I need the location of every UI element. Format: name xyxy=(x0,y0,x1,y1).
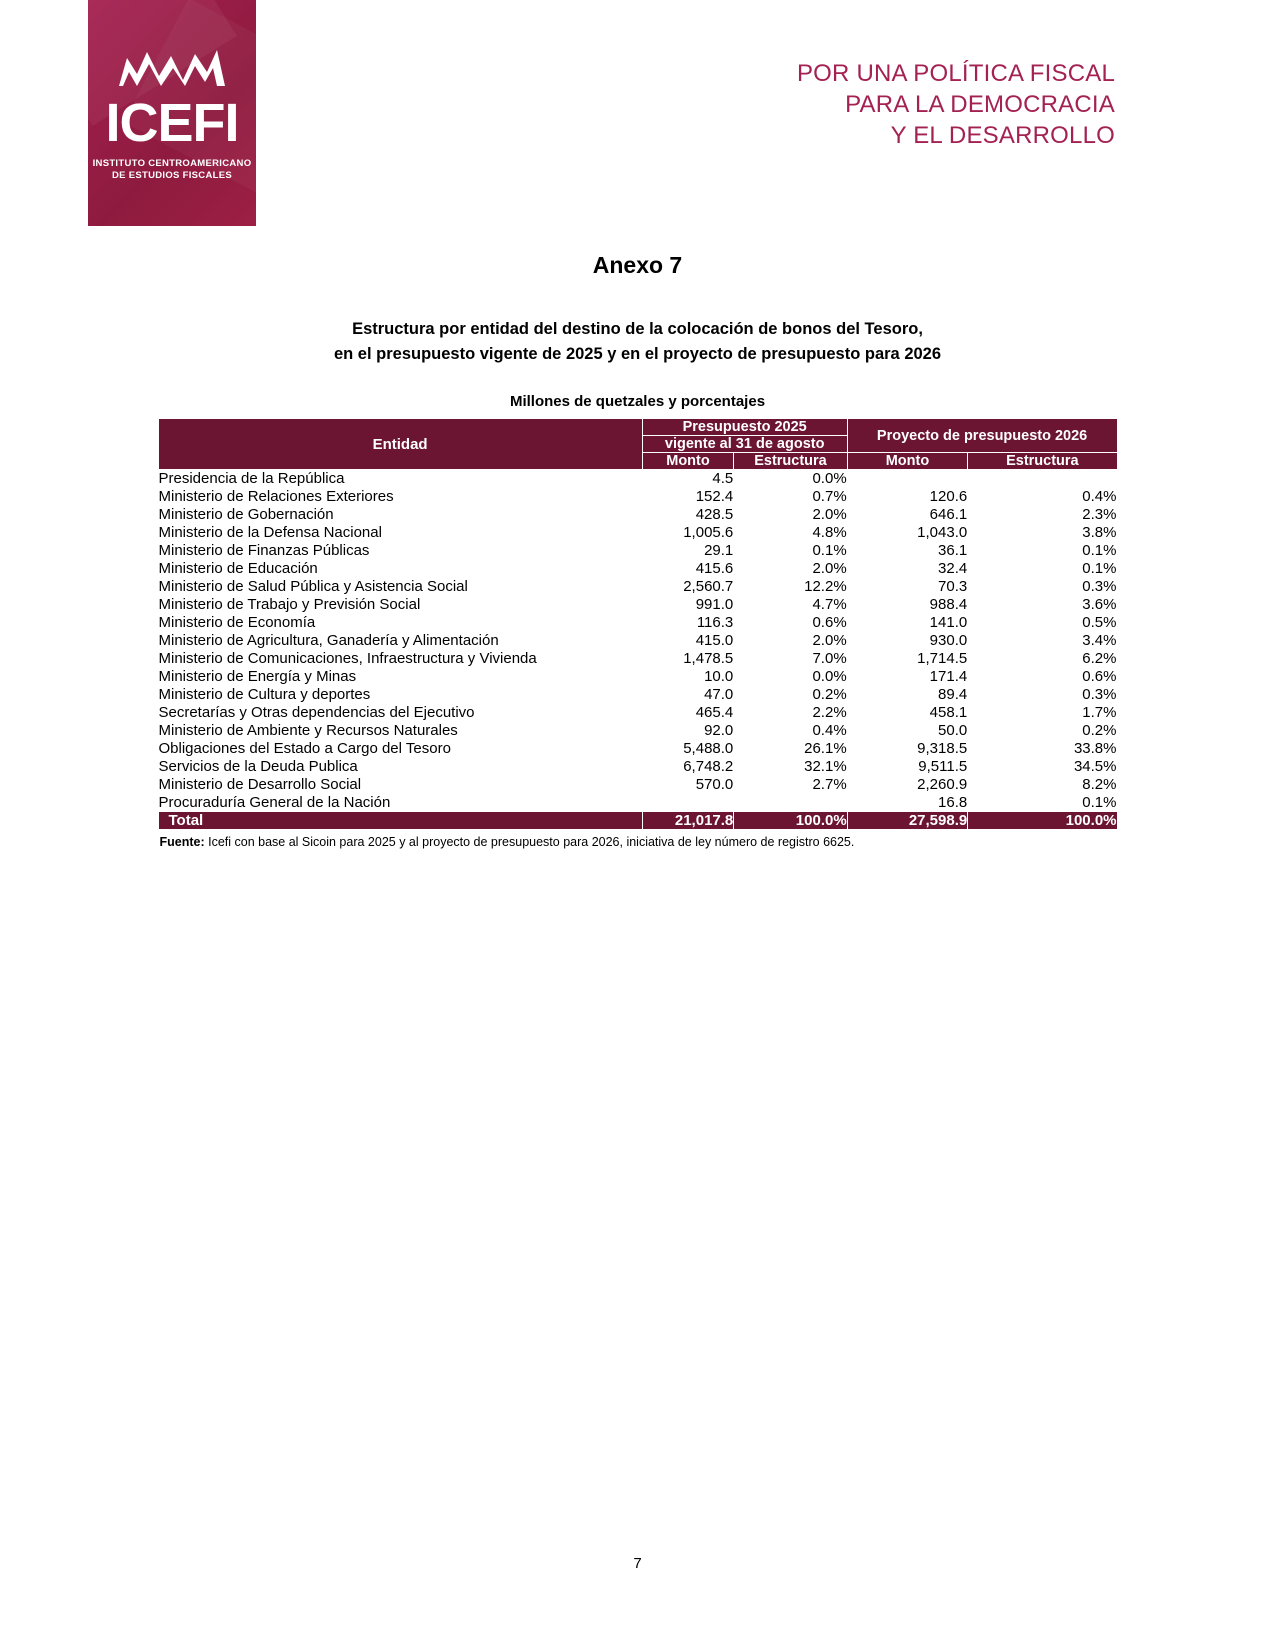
col-group-presupuesto-2025-line1: Presupuesto 2025 xyxy=(642,419,847,436)
cell-monto-2025 xyxy=(642,794,734,812)
cell-estructura-2026: 0.1% xyxy=(968,560,1117,578)
cell-estructura-2025: 2.0% xyxy=(734,632,847,650)
table-row xyxy=(158,488,1117,506)
cell-estructura-2026: 3.4% xyxy=(968,632,1117,650)
cell-estructura-2025: 2.7% xyxy=(734,776,847,794)
cell-entidad: Ministerio de Salud Pública y Asistencia Social xyxy=(158,578,642,596)
cell-monto-2026: 70.3 xyxy=(847,578,968,596)
page-number: 7 xyxy=(633,1555,642,1572)
table-subtitle-line2: en el presupuesto vigente de 2025 y en el proyecto de presupuesto para 2026 xyxy=(333,345,942,363)
cell-monto-2026: 16.8 xyxy=(847,794,968,812)
logo-wordmark: ICEFI xyxy=(105,93,239,153)
cell-estructura-2026: 3.8% xyxy=(968,524,1117,542)
cell-estructura-2025: 0.2% xyxy=(734,686,847,704)
logo-subtitle xyxy=(88,158,256,182)
cell-monto-2026: 32.4 xyxy=(847,560,968,578)
col-header-monto-2026: Monto xyxy=(847,453,968,470)
cell-entidad: Ministerio de Trabajo y Previsión Social xyxy=(158,596,642,614)
zigzag-chart-icon xyxy=(88,46,256,88)
cell-monto-2025: 92.0 xyxy=(642,722,734,740)
table-units-label: Millones de quetzales y porcentajes xyxy=(509,393,766,410)
cell-estructura-2026: 1.7% xyxy=(968,704,1117,722)
slogan-line-3: Y EL DESARROLLO xyxy=(890,122,1115,149)
table-foot xyxy=(158,812,1117,830)
cell-estructura-2025: 0.1% xyxy=(734,542,847,560)
col-header-entidad: Entidad xyxy=(158,419,642,470)
table-row xyxy=(158,740,1117,758)
table-row xyxy=(158,632,1117,650)
cell-estructura-2026: 3.6% xyxy=(968,596,1117,614)
cell-monto-2026: 171.4 xyxy=(847,668,968,686)
cell-estructura-2026: 2.3% xyxy=(968,506,1117,524)
cell-monto-2026: 120.6 xyxy=(847,488,968,506)
col-header-estructura-2026: Estructura xyxy=(968,453,1117,470)
cell-monto-2025: 2,560.7 xyxy=(642,578,734,596)
cell-estructura-2025: 7.0% xyxy=(734,650,847,668)
total-monto-2025: 21,017.8 xyxy=(642,812,734,830)
cell-estructura-2025: 26.1% xyxy=(734,740,847,758)
cell-estructura-2025: 0.4% xyxy=(734,722,847,740)
cell-monto-2025: 415.0 xyxy=(642,632,734,650)
logo-subtitle-line1: INSTITUTO CENTROAMERICANO xyxy=(92,158,252,169)
cell-monto-2026: 1,714.5 xyxy=(847,650,968,668)
table-row xyxy=(158,470,1117,488)
icefi-logo xyxy=(88,0,256,226)
cell-monto-2025: 152.4 xyxy=(642,488,734,506)
col-group-proyecto-2026: Proyecto de presupuesto 2026 xyxy=(847,419,1117,453)
table-row xyxy=(158,560,1117,578)
cell-estructura-2025: 4.8% xyxy=(734,524,847,542)
cell-monto-2025: 465.4 xyxy=(642,704,734,722)
cell-monto-2025: 6,748.2 xyxy=(642,758,734,776)
source-text: Icefi con base al Sicoin para 2025 y al proyecto de presupuesto para 2026, iniciativa de ley número de registro 6625. xyxy=(204,835,855,849)
table-row xyxy=(158,542,1117,560)
cell-entidad: Secretarías y Otras dependencias del Ejecutivo xyxy=(158,704,642,722)
cell-monto-2026 xyxy=(847,470,968,488)
cell-estructura-2026: 6.2% xyxy=(968,650,1117,668)
table-source xyxy=(156,835,1120,849)
cell-monto-2025: 5,488.0 xyxy=(642,740,734,758)
cell-estructura-2025: 2.0% xyxy=(734,506,847,524)
cell-estructura-2025: 0.7% xyxy=(734,488,847,506)
cell-entidad: Ministerio de Gobernación xyxy=(158,506,642,524)
cell-estructura-2025: 12.2% xyxy=(734,578,847,596)
table-row xyxy=(158,506,1117,524)
cell-estructura-2026: 0.4% xyxy=(968,488,1117,506)
source-label: Fuente: xyxy=(159,835,205,849)
cell-entidad: Ministerio de Comunicaciones, Infraestructura y Vivienda xyxy=(158,650,642,668)
cell-estructura-2026: 8.2% xyxy=(968,776,1117,794)
cell-estructura-2025: 0.0% xyxy=(734,668,847,686)
cell-estructura-2026: 0.2% xyxy=(968,722,1117,740)
slogan-line-2: PARA LA DEMOCRACIA xyxy=(845,91,1115,118)
page-header xyxy=(0,0,1275,230)
col-header-estructura-2025: Estructura xyxy=(734,453,847,470)
table-row xyxy=(158,650,1117,668)
cell-monto-2026: 9,318.5 xyxy=(847,740,968,758)
table-row xyxy=(158,578,1117,596)
cell-estructura-2025: 0.0% xyxy=(734,470,847,488)
cell-estructura-2025: 32.1% xyxy=(734,758,847,776)
cell-entidad: Ministerio de Energía y Minas xyxy=(158,668,642,686)
cell-monto-2026: 141.0 xyxy=(847,614,968,632)
cell-monto-2025: 415.6 xyxy=(642,560,734,578)
table-subtitle-line1: Estructura por entidad del destino de la colocación de bonos del Tesoro, xyxy=(352,320,923,338)
total-monto-2026: 27,598.9 xyxy=(847,812,968,830)
table-row xyxy=(158,758,1117,776)
cell-monto-2025: 116.3 xyxy=(642,614,734,632)
table-total-row xyxy=(158,812,1117,830)
page-title: Anexo 7 xyxy=(592,252,683,278)
table-body xyxy=(158,470,1117,812)
col-header-monto-2025: Monto xyxy=(642,453,734,470)
cell-entidad: Ministerio de Agricultura, Ganadería y Alimentación xyxy=(158,632,642,650)
cell-estructura-2026: 0.3% xyxy=(968,578,1117,596)
cell-estructura-2026: 33.8% xyxy=(968,740,1117,758)
cell-estructura-2026: 0.3% xyxy=(968,686,1117,704)
cell-entidad: Ministerio de Relaciones Exteriores xyxy=(158,488,642,506)
cell-monto-2026: 988.4 xyxy=(847,596,968,614)
cell-entidad: Presidencia de la República xyxy=(158,470,642,488)
cell-estructura-2026 xyxy=(968,470,1117,488)
cell-entidad: Ministerio de Cultura y deportes xyxy=(158,686,642,704)
cell-monto-2026: 36.1 xyxy=(847,542,968,560)
cell-entidad: Ministerio de Desarrollo Social xyxy=(158,776,642,794)
table-row xyxy=(158,614,1117,632)
table-row xyxy=(158,524,1117,542)
cell-monto-2026: 646.1 xyxy=(847,506,968,524)
budget-table xyxy=(158,418,1118,830)
cell-estructura-2025: 2.0% xyxy=(734,560,847,578)
cell-estructura-2025: 0.6% xyxy=(734,614,847,632)
cell-monto-2025: 47.0 xyxy=(642,686,734,704)
cell-monto-2025: 570.0 xyxy=(642,776,734,794)
cell-monto-2026: 458.1 xyxy=(847,704,968,722)
cell-monto-2026: 50.0 xyxy=(847,722,968,740)
total-estructura-2026: 100.0% xyxy=(968,812,1117,830)
table-row xyxy=(158,596,1117,614)
cell-monto-2026: 930.0 xyxy=(847,632,968,650)
cell-entidad: Procuraduría General de la Nación xyxy=(158,794,642,812)
cell-monto-2025: 4.5 xyxy=(642,470,734,488)
table-row xyxy=(158,686,1117,704)
table-row xyxy=(158,794,1117,812)
cell-monto-2026: 2,260.9 xyxy=(847,776,968,794)
cell-estructura-2026: 34.5% xyxy=(968,758,1117,776)
cell-estructura-2025 xyxy=(734,794,847,812)
cell-estructura-2025: 2.2% xyxy=(734,704,847,722)
cell-monto-2025: 1,478.5 xyxy=(642,650,734,668)
table-row xyxy=(158,722,1117,740)
cell-estructura-2026: 0.1% xyxy=(968,794,1117,812)
brand-slogan xyxy=(797,58,1115,151)
cell-entidad: Ministerio de la Defensa Nacional xyxy=(158,524,642,542)
cell-estructura-2025: 4.7% xyxy=(734,596,847,614)
table-head-row-1 xyxy=(158,419,1117,436)
cell-entidad: Ministerio de Educación xyxy=(158,560,642,578)
slogan-line-1: POR UNA POLÍTICA FISCAL xyxy=(796,60,1115,87)
table-head xyxy=(158,419,1117,470)
total-estructura-2025: 100.0% xyxy=(734,812,847,830)
cell-monto-2025: 29.1 xyxy=(642,542,734,560)
cell-monto-2025: 428.5 xyxy=(642,506,734,524)
cell-estructura-2026: 0.5% xyxy=(968,614,1117,632)
cell-estructura-2026: 0.6% xyxy=(968,668,1117,686)
col-group-presupuesto-2025-line2: vigente al 31 de agosto xyxy=(642,436,847,453)
cell-entidad: Ministerio de Economía xyxy=(158,614,642,632)
table-subtitle xyxy=(0,317,1275,367)
total-label: Total xyxy=(158,812,642,830)
table-row xyxy=(158,668,1117,686)
cell-monto-2026: 9,511.5 xyxy=(847,758,968,776)
cell-entidad: Servicios de la Deuda Publica xyxy=(158,758,642,776)
cell-monto-2026: 1,043.0 xyxy=(847,524,968,542)
table-row xyxy=(158,704,1117,722)
cell-monto-2026: 89.4 xyxy=(847,686,968,704)
cell-entidad: Obligaciones del Estado a Cargo del Tesoro xyxy=(158,740,642,758)
logo-subtitle-line2: DE ESTUDIOS FISCALES xyxy=(111,170,232,181)
data-table-container xyxy=(158,418,1118,830)
cell-entidad: Ministerio de Finanzas Públicas xyxy=(158,542,642,560)
cell-monto-2025: 1,005.6 xyxy=(642,524,734,542)
table-row xyxy=(158,776,1117,794)
cell-estructura-2026: 0.1% xyxy=(968,542,1117,560)
cell-monto-2025: 10.0 xyxy=(642,668,734,686)
cell-entidad: Ministerio de Ambiente y Recursos Naturales xyxy=(158,722,642,740)
cell-monto-2025: 991.0 xyxy=(642,596,734,614)
